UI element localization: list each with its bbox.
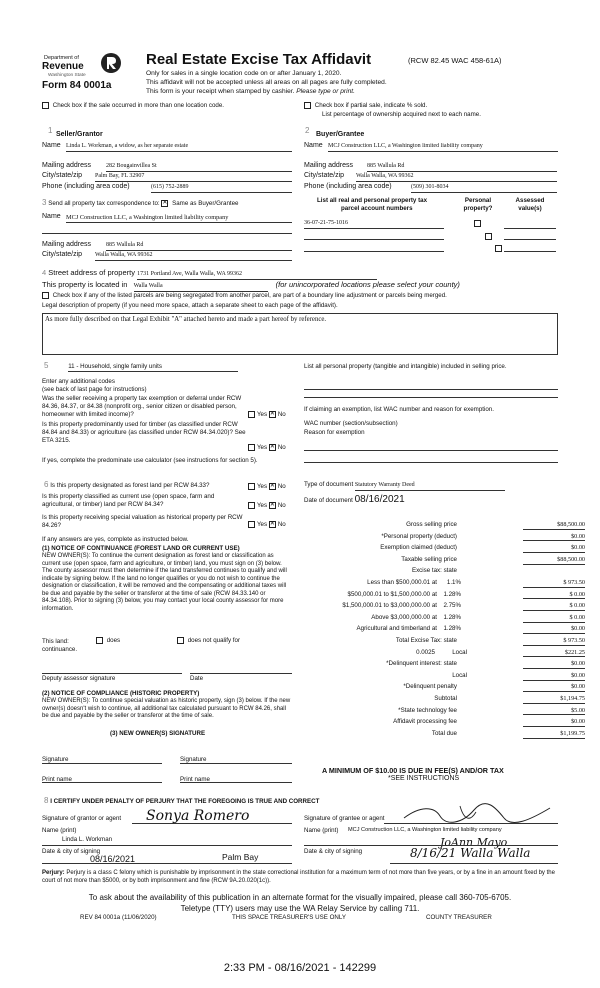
calc-row [300, 659, 585, 671]
no-label: No [277, 502, 286, 510]
located-label: This property is located in [42, 280, 128, 289]
calc-row [300, 578, 585, 590]
calc-row [300, 555, 585, 567]
legal-description: As more fully described on that Legal Exhibit "A" attached hereto and made a part hereof by reference. [45, 316, 327, 323]
calc-value[interactable]: $0.00 [523, 672, 585, 681]
calc-value[interactable]: $ 0.00 [523, 602, 585, 611]
seller-mailing-label: Mailing address [42, 162, 92, 169]
street-label: Street address of property [48, 268, 135, 277]
q6-historic-no[interactable] [269, 521, 276, 528]
parcel-heading2: parcel account numbers [341, 205, 413, 212]
multi-location-label: Check box if the sale occurred in more than one location code. [52, 102, 225, 110]
calc-rate: 2.75% [443, 602, 461, 610]
yes-label: Yes [257, 411, 268, 419]
seller-num: 1 [48, 126, 53, 135]
q6-forest: Is this property designated as forest land per RCW 84.33? [50, 482, 210, 489]
calc-value[interactable]: $0.00 [523, 718, 585, 727]
corr-name-label: Name [42, 213, 61, 220]
q6-historic: Is this property receiving special valuation as historical property per RCW 84.26? [42, 514, 243, 529]
calc-row [300, 648, 585, 660]
buyer-name[interactable]: MCJ Construction LLC, a Washington limited liability company [328, 143, 558, 152]
dept-line1: Department of [44, 55, 79, 61]
tty-note: Teletype (TTY) users may use the WA Relay Service by calling 711. [180, 904, 420, 913]
no-label: No [277, 483, 286, 491]
seller-name[interactable]: Linda L. Workman, a widow, as her separate estate [66, 143, 292, 152]
continuance-label: continuance. [42, 646, 78, 653]
parcel-heading1: List all real and personal property tax [317, 197, 428, 204]
q6-current-use-answer [248, 502, 286, 510]
doc-type[interactable]: Statutory Warranty Deed [355, 482, 505, 491]
grantor-city[interactable]: Palm Bay [222, 852, 259, 862]
doc-date[interactable]: 08/16/2021 [354, 494, 405, 505]
calc-label: Affidavit processing fee [393, 718, 457, 726]
calc-row [300, 694, 585, 706]
see-back-label: (see back of last page for instructions) [42, 386, 147, 393]
located-row [42, 280, 460, 292]
yes-label: Yes [257, 521, 268, 529]
calc-row [300, 624, 585, 636]
grantee-name-label: Name (print) [304, 827, 339, 834]
q5-timber-answer [248, 444, 286, 452]
calc-value[interactable]: $0.00 [523, 625, 585, 634]
buyer-mailing-label: Mailing address [304, 162, 354, 169]
owner-signature-label-2: Signature [180, 756, 207, 763]
notice3-heading: (3) NEW OWNER(S) SIGNATURE [110, 730, 206, 737]
calc-value[interactable]: $0.00 [523, 683, 585, 692]
calc-label: 0.0025 [416, 648, 435, 656]
calc-value[interactable]: $0.00 [523, 533, 585, 542]
calc-row [300, 566, 585, 578]
same-as-buyer-checkbox[interactable] [161, 200, 168, 207]
located-county[interactable]: Walla Walla [134, 283, 268, 292]
doc-date-row [304, 494, 405, 507]
revision-label: REV 84 0001a (11/06/2020) [80, 914, 157, 921]
legal-label: Legal description of property (if you need more space, attach a separate sheet to each page of the affidavit). [42, 302, 338, 309]
calc-value[interactable]: $ 973.50 [523, 579, 585, 588]
same-as-buyer-label: Same as Buyer/Grantee [172, 200, 239, 207]
q5-timber-yes[interactable] [248, 444, 255, 451]
segregated-checkbox[interactable] [42, 292, 49, 299]
seller-name-label: Name [42, 142, 61, 149]
q5-exemption-no[interactable] [269, 411, 276, 418]
calc-value[interactable]: $0.00 [523, 544, 585, 553]
parcel-number[interactable]: 36-07-21-75-1016 [304, 220, 444, 229]
calc-value[interactable]: $ 0.00 [523, 591, 585, 600]
q6-forest-answer [248, 483, 286, 491]
calc-row [300, 601, 585, 613]
grantee-sig-label: Signature of grantee or agent [304, 815, 385, 822]
perjury-label: Perjury: [42, 870, 65, 876]
calc-label: $1,500,000.01 to $3,000,000.00 at [342, 602, 437, 610]
q5-exemption-answer [248, 411, 286, 419]
wac-label: WAC number (section/subsection) [304, 420, 398, 427]
no-label: No [277, 411, 286, 419]
perjury-notice [42, 870, 558, 885]
minimum-due: A MINIMUM OF $10.00 IS DUE IN FEE(S) AND/OR TAX [322, 766, 504, 775]
grantor-date[interactable]: 08/16/2021 [90, 854, 136, 864]
header-sub2: This affidavit will not be accepted unless all areas on all pages are fully completed. [146, 79, 387, 86]
receipt-stamp: 2:33 PM - 08/16/2021 - 142299 [223, 962, 377, 974]
legal-description-box[interactable] [42, 313, 558, 355]
notice2-heading: (2) NOTICE OF COMPLIANCE (HISTORIC PROPERTY) [42, 690, 200, 697]
calc-row [300, 613, 585, 625]
percentage-note: List percentage of ownership acquired next to each name. [322, 111, 481, 118]
calc-label: *Delinquent penalty [403, 683, 457, 691]
calc-value[interactable]: $0.00 [523, 660, 585, 669]
parcel-personal-checkbox-2[interactable] [485, 233, 492, 240]
multi-location-row [42, 102, 224, 110]
seller-heading: Seller/Grantor [56, 131, 103, 138]
does-not-qualify-checkbox[interactable] [177, 637, 184, 644]
seller-phone-label: Phone (including area code) [42, 183, 130, 190]
buyer-name-label: Name [304, 142, 323, 149]
page-title: Real Estate Excise Tax Affidavit [146, 51, 372, 68]
q5-timber: Is this property predominantly used for timber (as classified under RCW 84.84 and 84.33) or agriculture (as classified under RCW 84.34.020)? See ETA 3215. [42, 421, 246, 444]
seller-phone[interactable]: (615) 752-2889 [151, 184, 292, 193]
q5-exemption-yes[interactable] [248, 411, 255, 418]
revenue-logo-icon [100, 52, 122, 74]
calc-value[interactable]: $ 0.00 [523, 614, 585, 623]
dept-line2: Revenue [42, 61, 84, 72]
does-not-label: does not qualify for [187, 637, 241, 645]
segregated-label: Check box if any of the listed parcels are being segregated from another parcel, are part of a boundary line adjustment or parcels being merged. [52, 292, 447, 300]
does-option [96, 637, 120, 645]
parcel-personal-checkbox-3[interactable] [495, 245, 502, 252]
reason-label: Reason for exemption [304, 429, 365, 436]
exemption-claim-note: If claiming an exemption, list WAC number and reason for exemption. [304, 406, 494, 413]
grantee-name-handwritten[interactable]: JoAnn Mayo [440, 836, 508, 849]
seller-city[interactable]: Palm Bay, FL 32907 [95, 173, 292, 182]
header-sub3: This form is your receipt when stamped by cashier. [146, 88, 295, 95]
calc-value[interactable]: $ 973.50 [523, 637, 585, 646]
calc-row [300, 532, 585, 544]
parcel-personal-checkbox-1[interactable] [474, 220, 481, 227]
calc-value[interactable]: $1,199.75 [523, 730, 585, 739]
q5-exemption: Was the seller receiving a property tax exemption or deferral under RCW 84.36, 84.37, or 84.38 (nonprofit org., senior citizen or disabled person, homeowner with limited income)? [42, 395, 242, 418]
q6-current-no[interactable] [269, 502, 276, 509]
buyer-heading: Buyer/Grantee [316, 131, 365, 138]
corr-name[interactable]: MCJ Construction LLC, a Washington limited liability company [66, 214, 292, 223]
calc-label: Total Excise Tax: state [395, 637, 457, 644]
county-treasurer-label: COUNTY TREASURER [426, 914, 492, 921]
calc-rate: 1.1% [446, 579, 461, 586]
buyer-city-label: City/state/zip [304, 172, 345, 179]
calc-label: *State technology fee [398, 706, 457, 714]
buyer-city[interactable]: Walla Walla, WA 99362 [356, 173, 557, 182]
partial-sale-checkbox[interactable] [304, 102, 311, 109]
owner-signature-label-1: Signature [42, 756, 69, 763]
corr-mailing-label: Mailing address [42, 241, 92, 248]
q5-calculator: If yes, complete the predominate use calculator (see instructions for section 5). [42, 457, 258, 464]
rcw-reference: (RCW 82.45 WAC 458-61A) [408, 56, 502, 65]
section5-num: 5 [44, 361, 49, 370]
grantor-name-label: Name (print) [42, 827, 77, 834]
calc-row [300, 682, 585, 694]
yes-label: Yes [257, 502, 268, 510]
does-not-option [177, 637, 240, 645]
does-qualify-checkbox[interactable] [96, 637, 103, 644]
grantor-sig-label: Signature of grantor or agent [42, 815, 122, 822]
partial-sale-label: Check box if partial sale, indicate % sold. [314, 102, 428, 110]
q5-timber-no[interactable] [269, 444, 276, 451]
calc-value[interactable]: $221.25 [523, 649, 585, 658]
calc-label: *Personal property (deduct) [381, 532, 457, 540]
grantor-name[interactable]: Linda L. Workman [62, 836, 113, 843]
seller-mailing[interactable]: 282 Bougainvillea St [106, 163, 292, 172]
calc-row [300, 543, 585, 555]
doc-type-row [304, 481, 505, 491]
corr-city[interactable]: Walla Walla, WA 99362 [95, 252, 292, 261]
grantor-signature[interactable]: Sonya Romero [146, 808, 250, 824]
additional-codes-label: Enter any additional codes [42, 378, 115, 385]
correspondence-num: 3 [42, 198, 47, 207]
doc-date-label: Date of document [304, 497, 353, 504]
grantee-name-typed[interactable]: MCJ Construction LLC, a Washington limited liability company [348, 827, 502, 833]
street-address[interactable]: 1731 Portland Ave, Walla Walla, WA 99362 [137, 271, 377, 280]
seller-city-label: City/state/zip [42, 172, 83, 179]
calc-row [300, 717, 585, 729]
q6-forest-no[interactable] [269, 483, 276, 490]
parcel-col-assessed: Assessed value(s) [515, 197, 545, 212]
q6-historic-yes[interactable] [248, 521, 255, 528]
no-label: No [277, 444, 286, 452]
calc-row [300, 671, 585, 683]
correspondence-row [42, 198, 239, 208]
calc-label: Taxable selling price [401, 555, 457, 563]
segregated-row [42, 292, 562, 300]
corr-mailing[interactable]: 885 Wallula Rd [106, 242, 292, 251]
grantee-date-label: Date & city of signing [304, 848, 363, 855]
calc-local-label: Local [452, 648, 467, 656]
header-sub3-line [146, 88, 355, 96]
yes-label: Yes [257, 444, 268, 452]
q6-forest-yes[interactable] [248, 483, 255, 490]
multi-location-checkbox[interactable] [42, 102, 49, 109]
notice1-heading: (1) NOTICE OF CONTINUANCE (FOREST LAND OR CURRENT USE) [42, 545, 240, 552]
partial-sale-row [304, 102, 427, 110]
calc-label: Above $3,000,000.00 at [371, 613, 437, 621]
deputy-date-label: Date [190, 675, 204, 682]
no-label: No [277, 521, 286, 529]
calc-value[interactable]: $88,500.00 [523, 521, 585, 530]
section6-num: 6 [44, 480, 49, 489]
street-row [42, 268, 377, 280]
calc-rate: 1.28% [443, 590, 461, 598]
property-num: 4 [42, 268, 47, 277]
doc-type-label: Type of document [304, 481, 354, 488]
buyer-phone-label: Phone (including area code) [304, 183, 392, 190]
buyer-mailing[interactable]: 885 Wallula Rd [367, 163, 557, 172]
header-sub1: Only for sales in a single location code on or after January 1, 2020. [146, 70, 342, 77]
use-code[interactable]: 11 - Household, single family units [68, 363, 238, 372]
calc-row [300, 520, 585, 532]
q6-current-use: Is this property classified as current use (open space, farm and agricultural, or timber) land per RCW 84.34? [42, 493, 215, 508]
calc-local-label: Local [452, 671, 467, 679]
calc-row [300, 729, 585, 741]
calc-label: Exemption claimed (deduct) [380, 544, 457, 552]
if-yes-note: If any answers are yes, complete as instructed below. [42, 536, 189, 543]
alt-format-note: To ask about the availability of this publication in an alternate format for the visually impaired, please call 360-705-6705. [88, 893, 512, 902]
parcel-col-personal: Personal property? [463, 197, 493, 212]
calc-value[interactable]: $88,500.00 [523, 556, 585, 565]
q6-current-yes[interactable] [248, 502, 255, 509]
deputy-signature-label: Deputy assessor signature [42, 675, 116, 682]
q6-historic-answer [248, 521, 286, 529]
calc-label: Subtotal [434, 695, 457, 702]
buyer-num: 2 [305, 126, 310, 135]
calc-row [300, 706, 585, 718]
calc-value[interactable]: $5.00 [523, 707, 585, 716]
this-land-label: This land: [42, 638, 69, 645]
calc-label: $500,000.01 to $1,500,000.00 at [347, 590, 437, 598]
certify-num: 8 [44, 796, 49, 805]
dept-line3: Washington State [48, 73, 86, 78]
grantee-date-city[interactable]: 8/16/21 Walla Walla [410, 846, 531, 860]
does-label: does [106, 637, 121, 645]
calc-row [300, 636, 585, 648]
calc-label: Excise tax: state [411, 567, 457, 575]
notice2-body: NEW OWNER(S): To continue special valuation as historic property, sign (3) below. If the new owner(s) doesn't wish to continue, all additional tax calculated pursuant to RCW 84.26, shall be due and payable by the seller or transferor at the time of sale. [42, 698, 291, 719]
calc-label: Total due [431, 729, 457, 737]
calc-label: Gross selling price [406, 521, 457, 528]
treasurer-only-label: THIS SPACE TREASURER'S USE ONLY [232, 914, 346, 921]
see-instructions: *SEE INSTRUCTIONS [388, 775, 460, 782]
grantor-date-label: Date & city of signing [42, 848, 101, 855]
header-sub3-italic: Please type or print. [296, 88, 355, 95]
certify-row [44, 796, 319, 806]
located-note: (for unincorporated locations please select your county) [275, 280, 460, 289]
notice1-body: NEW OWNER(S): To continue the current designation as forest land or classification as current use (open space, farm and agriculture, or timber) land, you must sign on (3) below. The county assessor must then determine if the land transferred continues to qualify and will indicate by signing below. If the land no longer qualifies or you do not wish to continue the designation or classification, it will be removed and the compensating or additional taxes will be due and payable by the seller or transferor at the time of sale (RCW 84.33.140 or 84.34.108). Prior to signing (3) below, you may contact your local county assessor for more information. [42, 553, 287, 612]
certify-heading: I CERTIFY UNDER PENALTY OF PERJURY THAT THE FOREGOING IS TRUE AND CORRECT [50, 798, 320, 805]
correspondence-label: Send all property tax correspondence to: [48, 200, 160, 207]
personal-property-note: List all personal property (tangible and intangible) included in selling price. [304, 363, 507, 370]
calc-label: *Delinquent interest: state [386, 660, 457, 668]
calc-value[interactable]: $1,194.75 [523, 695, 585, 704]
calc-row [300, 590, 585, 602]
perjury-text: Perjury is a class C felony which is punishable by imprisonment in the state correctional institution for a maximum term of not more than five years, or by a fine in an amount fixed by the court of not more than $5000, or by both imprisonment and fine (RCW 9A.20.020(1c)). [42, 870, 555, 884]
owner-print-label-2: Print name [180, 776, 210, 783]
calc-rate: 1.28% [443, 625, 461, 633]
buyer-phone[interactable]: (509) 301-8034 [411, 184, 557, 193]
yes-label: Yes [257, 483, 268, 491]
form-number: Form 84 0001a [42, 80, 112, 91]
calc-rate: 1.28% [443, 613, 461, 621]
use-code-row [44, 361, 238, 372]
q6-forest-row [44, 480, 209, 490]
corr-city-label: City/state/zip [42, 251, 83, 258]
calc-label: Agricultural and timberland at [356, 625, 437, 633]
calc-label: Less than $500,000.01 at [367, 579, 437, 586]
owner-print-label-1: Print name [42, 776, 72, 783]
